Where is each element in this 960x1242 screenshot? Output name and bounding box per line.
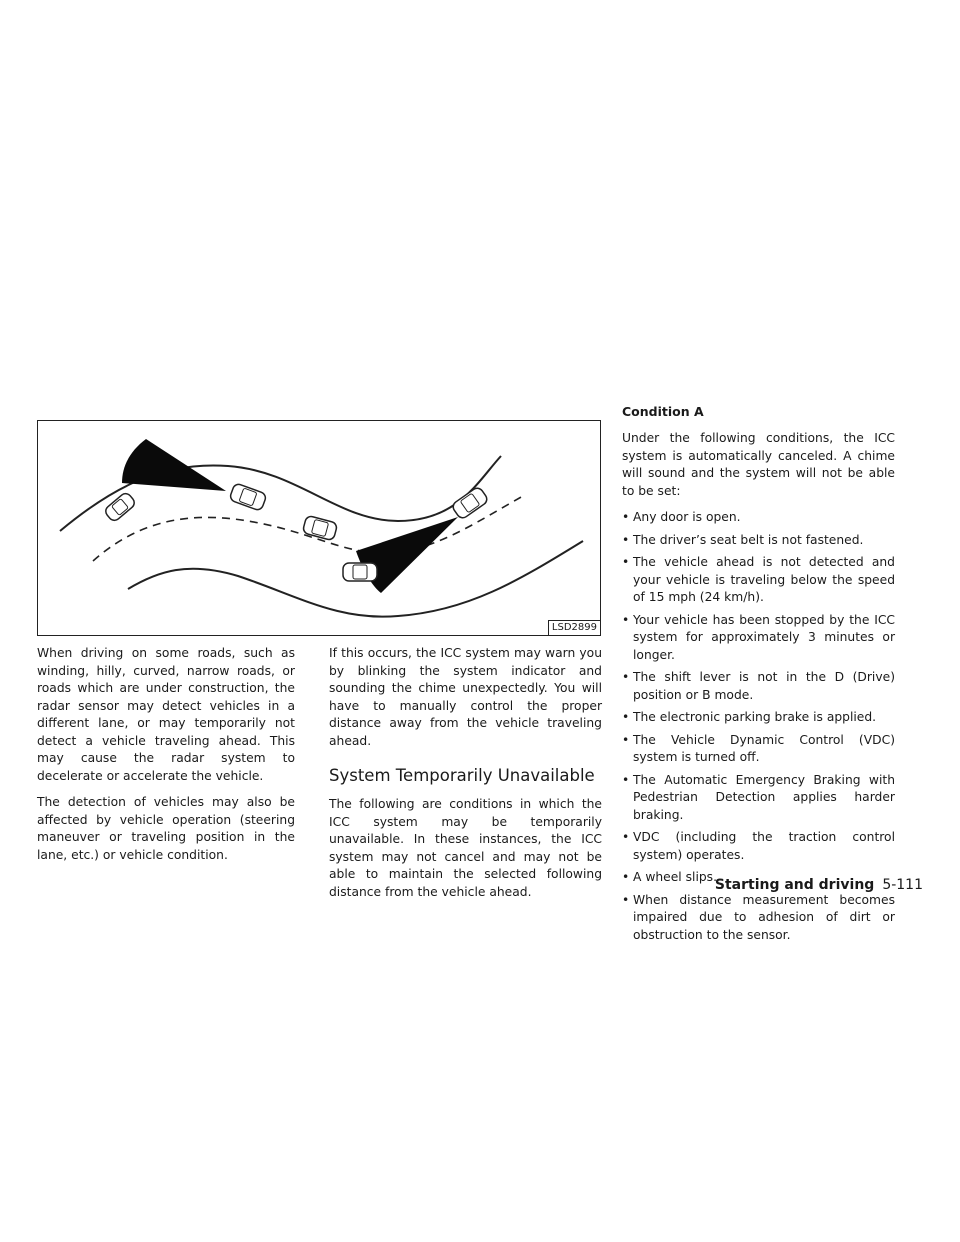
bullet-icon: •	[622, 670, 630, 684]
list-item	[622, 732, 895, 767]
left-column	[37, 645, 295, 873]
paragraph: The detection of vehicles may also be affected by vehicle operation (steering maneuver or traveling position in the lane, etc.) or vehicle condition.	[37, 795, 295, 862]
middle-column	[329, 645, 602, 910]
bullet-icon: •	[622, 612, 630, 627]
figure-code: LSD2899	[548, 620, 600, 635]
bullet-icon: •	[622, 732, 630, 747]
list-item-text: VDC (including the traction control system) operates.	[633, 830, 895, 862]
bullet-icon: •	[622, 532, 630, 547]
list-item	[622, 709, 895, 727]
list-item-text: The vehicle ahead is not detected and your vehicle is traveling below the speed of 15 mph (24 km/h).	[633, 555, 895, 604]
curved-road-radar-diagram	[38, 421, 600, 635]
paragraph: The following are conditions in which the ICC system may be temporarily unavailable. In these instances, the ICC system may not cancel and may not be able to maintain the selected following distance from the vehicle ahead.	[329, 797, 602, 899]
paragraph: Under the following conditions, the ICC system is automatically canceled. A chime will sound and the system will not be able to be set:	[622, 431, 895, 498]
footer-section-title: Starting and driving	[714, 877, 875, 893]
section-heading: System Temporarily Unavailable	[329, 766, 595, 785]
car-icon	[343, 563, 377, 581]
list-item-text: Any door is open.	[633, 510, 741, 524]
page-number: 5-111	[882, 877, 923, 893]
bullet-icon: •	[622, 892, 630, 907]
list-item-text: When distance measurement becomes impaired due to adhesion of dirt or obstruction to the sensor.	[633, 892, 895, 942]
list-item	[622, 532, 895, 550]
list-item-text: The driver’s seat belt is not fastened.	[633, 532, 864, 547]
list-item	[622, 892, 895, 945]
list-item-text: Your vehicle has been stopped by the ICC system for approximately 3 minutes or longer.	[633, 612, 895, 662]
bullet-icon: •	[622, 555, 630, 569]
list-item-text: The shift lever is not in the D (Drive) position or B mode.	[633, 670, 895, 702]
list-item-text: The Automatic Emergency Braking with Pedestrian Detection applies harder braking.	[633, 772, 895, 822]
list-item-text: The electronic parking brake is applied.	[633, 710, 877, 724]
page-footer	[715, 876, 923, 894]
list-item	[622, 509, 895, 527]
paragraph: If this occurs, the ICC system may warn you by blinking the system indicator and sounding the chime unexpectedly. You will have to manually control the proper distance away from the vehicle traveling ahead.	[329, 646, 602, 748]
right-column	[622, 403, 895, 949]
list-item	[622, 829, 895, 864]
list-item	[622, 772, 895, 825]
car-icon	[302, 515, 338, 541]
bullet-icon: •	[622, 772, 630, 787]
list-item	[622, 554, 895, 607]
road-illustration	[37, 420, 601, 636]
bullet-icon: •	[622, 510, 630, 524]
list-item	[622, 612, 895, 665]
list-item-text: A wheel slips.	[633, 870, 717, 884]
bullet-icon: •	[622, 710, 630, 724]
paragraph: When driving on some roads, such as winding, hilly, curved, narrow roads, or roads which are under construction, the radar sensor may detect vehicles in a different lane, or may temporarily not detect a vehicle traveling ahead. This may cause the radar system to decelerate or accelerate the vehicle.	[37, 646, 295, 783]
bullet-icon: •	[622, 830, 630, 844]
car-icon	[229, 483, 267, 512]
list-item-text: The Vehicle Dynamic Control (VDC) system is turned off.	[633, 732, 895, 764]
condition-heading: Condition A	[622, 404, 704, 419]
bullet-icon: •	[622, 870, 630, 884]
list-item	[622, 669, 895, 704]
